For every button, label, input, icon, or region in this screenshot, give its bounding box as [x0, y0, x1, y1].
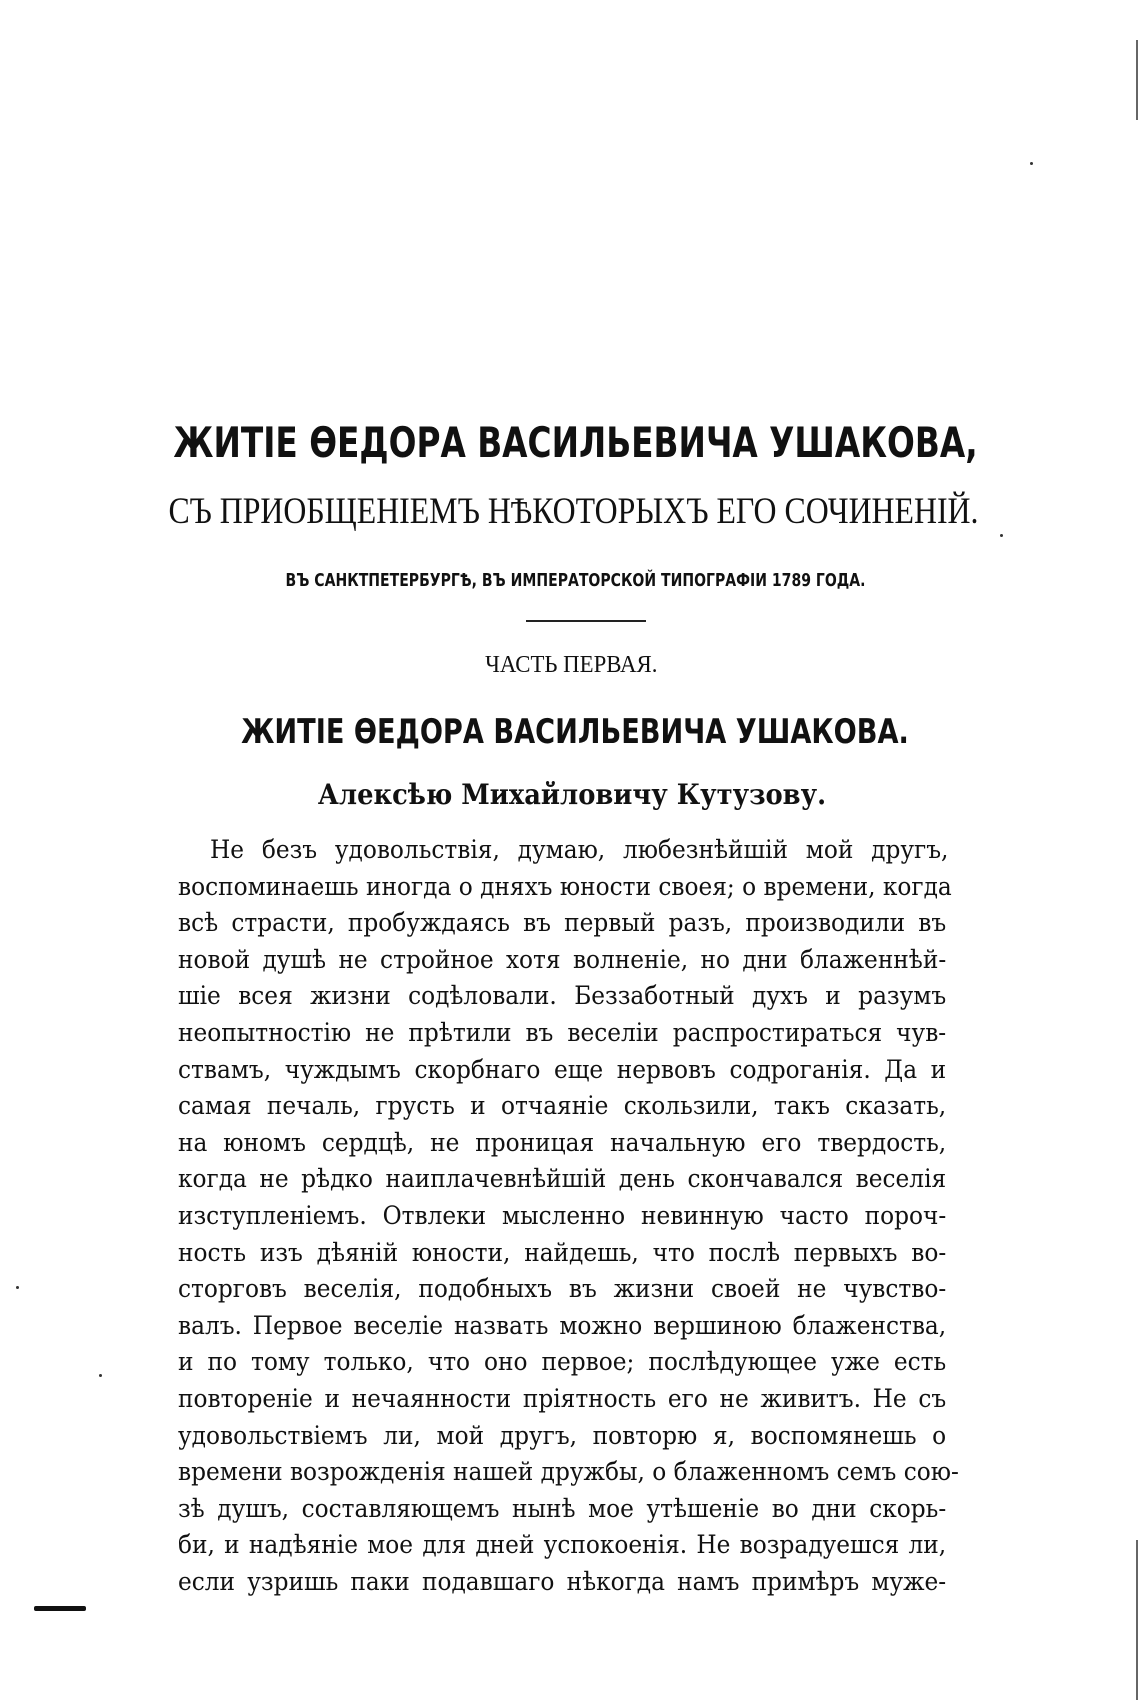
body-paragraph: [178, 832, 1004, 1600]
body-line: би, и надѣяніе мое для дней успокоенія. Не возрадуешся ли,: [178, 1530, 947, 1560]
scan-speck: [1000, 534, 1003, 537]
body-line: времени возрожденія нашей дружбы, о блаженномъ семъ сою-: [178, 1457, 959, 1487]
body-line: Не безъ удовольствія, думаю, любезнѣйшій мой другъ,: [210, 835, 949, 864]
body-line: новой душѣ не стройное хотя волненіе, но дни блаженнѣй-: [178, 944, 947, 974]
body-line: удовольствіемъ ли, мой другъ, повторю я, воспомянешь о: [178, 1420, 947, 1450]
body-line: неопытностію не прѣтили въ веселіи распростираться чув-: [178, 1017, 947, 1047]
body-line: ствамъ, чуждымъ скорбнаго еще нервовъ содроганія. Да и: [178, 1054, 947, 1084]
body-line: повтореніе и нечаянности пріятность его не живитъ. Не съ: [178, 1383, 947, 1413]
imprint-line: ВЪ САНКТПЕТЕРБУРГѢ, ВЪ ИМПЕРАТОРСКОЙ ТИПОГРАФІИ 1789 ГОДА.: [285, 570, 866, 591]
body-line: ность изъ дѣяній юности, найдешь, что послѣ первыхъ во-: [178, 1237, 947, 1267]
body-line: зѣ душъ, составляющемъ нынѣ мое утѣшеніе во дни скорь-: [178, 1493, 947, 1523]
body-line: всѣ страсти, пробуждаясь въ первый разъ, производили въ: [178, 908, 947, 938]
page-edge-shadow: [1136, 1540, 1138, 1700]
body-line: самая печаль, грусть и отчаяніе скользили, такъ сказать,: [178, 1091, 947, 1121]
body-line: сторговъ веселія, подобныхъ въ жизни своей не чувство-: [178, 1274, 947, 1304]
body-line: шіе всея жизни содѣловали. Беззаботный духъ и разумъ: [178, 981, 947, 1011]
chapter-title: ЖИТІЕ ѲЕДОРА ВАСИЛЬЕВИЧА УШАКОВА.: [241, 712, 909, 752]
scan-mark: [34, 1606, 86, 1611]
main-title: ЖИТІЕ ѲЕДОРА ВАСИЛЬЕВИЧА УШАКОВА,: [173, 418, 978, 467]
dedication: Алексѣю Михайловичу Кутузову.: [317, 778, 827, 811]
part-heading: ЧАСТЬ ПЕРВАЯ.: [485, 652, 658, 678]
body-line: воспоминаешь иногда о дняхъ юности своея; о времени, когда: [178, 871, 952, 901]
body-line: изступленіемъ. Отвлеки мысленно невинную часто пороч-: [178, 1200, 947, 1230]
body-line: на юномъ сердцѣ, не проницая начальную его твердость,: [178, 1127, 947, 1157]
body-line: когда не рѣдко наиплачевнѣйшій день скончавался веселія: [178, 1164, 947, 1194]
body-line: валъ. Первое веселіе назвать можно вершиною блаженства,: [178, 1310, 947, 1340]
body-line: и по тому только, что оно первое; послѣдующее уже есть: [178, 1347, 947, 1377]
divider-rule: [526, 620, 646, 622]
body-line: если узришь паки подавшаго нѣкогда намъ примѣръ муже-: [178, 1566, 947, 1596]
scan-speck: [1030, 162, 1033, 165]
scan-speck: [99, 1374, 102, 1377]
subtitle: СЪ ПРИОБЩЕНІЕМЪ НѢКОТОРЫХЪ ЕГО СОЧИНЕНІЙ.: [168, 491, 979, 532]
page-edge-shadow: [1136, 40, 1138, 120]
scan-speck: [16, 1286, 19, 1289]
